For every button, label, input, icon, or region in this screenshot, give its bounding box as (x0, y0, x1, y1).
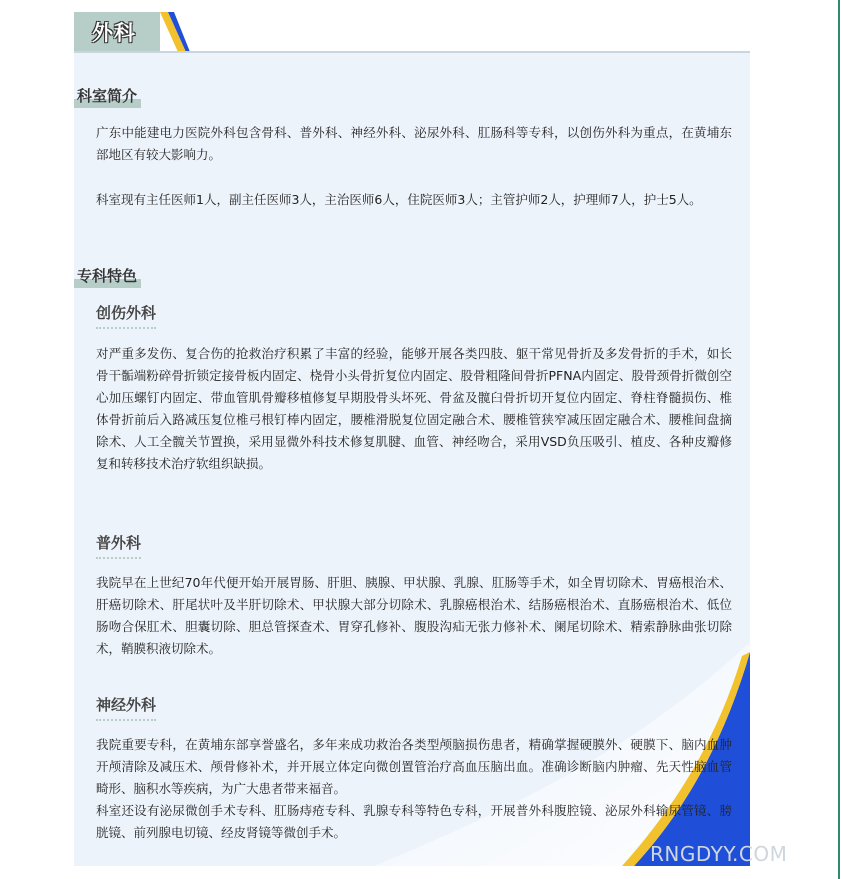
subsection-title-neurosurgery: 神经外科 (96, 694, 156, 715)
intro-paragraph-2: 科室现有主任医师1人，副主任医师3人，主治医师6人，住院医师3人；主管护师2人，护理师7人，护士5人。 (96, 192, 702, 207)
neurosurgery-paragraph: 我院重要专科，在黄埔东部享誉盛名，多年来成功救治各类型颅脑损伤患者，精确掌握硬膜外、硬膜下、脑内血肿开颅清除及减压术、颅骨修补术，并开展立体定向微创置管治疗高血压脑出血。准确诊断脑内肿瘤、先天性脑血管畸形、脑积水等疾病，为广大患者带来福音。 (96, 737, 732, 796)
intro-paragraph-1: 广东中能建电力医院外科包含骨科、普外科、神经外科、泌尿外科、肛肠科等专科，以创伤外科为重点，在黄埔东部地区有较大影响力。 (96, 125, 732, 162)
site-watermark: RNGDYY.COM (650, 842, 788, 866)
header-divider (74, 51, 750, 53)
page-title: 外科 (92, 21, 136, 45)
subsection-title-general-surgery: 普外科 (96, 532, 141, 553)
section-title-features: 专科特色 (77, 265, 137, 286)
right-border-rule (838, 0, 840, 879)
general-surgery-paragraph: 我院早在上世纪70年代便开始开展胃肠、肝胆、胰腺、甲状腺、乳腺、肛肠等手术，如全胃切除术、胃癌根治术、肝癌切除术、肝尾状叶及半肝切除术、甲状腺大部分切除术、乳腺癌根治术、结肠癌根治术、直肠癌根治术、低位肠吻合保肛术、胆囊切除、胆总管探查术、胃穿孔修补、腹股沟疝无张力修补术、阑尾切除术、精索静脉曲张切除术，鞘膜积液切除术。 (96, 575, 732, 656)
trauma-paragraph: 对严重多发伤、复合伤的抢救治疗积累了丰富的经验，能够开展各类四肢、躯干常见骨折及多发骨折的手术，如长骨干骺端粉碎骨折锁定接骨板内固定、桡骨小头骨折复位内固定、股骨粗隆间骨折PFNA内固定、股骨颈骨折微创空心加压螺钉内固定、带血管肌骨瓣移植修复早期股骨头坏死、骨盆及髋臼骨折切开复位内固定、脊柱脊髓损伤、椎体骨折前后入路减压复位椎弓根钉棒内固定，腰椎滑脱复位固定融合术、腰椎管狭窄减压固定融合术、腰椎间盘摘除术、人工全髋关节置换，采用显微外科技术修复肌腱、血管、神经吻合，采用VSD负压吸引、植皮、各种皮瓣修复和转移技术治疗软组织缺损。 (96, 346, 732, 471)
section-title-intro: 科室简介 (77, 85, 137, 106)
header-stripe-decoration (156, 12, 190, 52)
subsection-title-trauma: 创伤外科 (96, 302, 156, 323)
specialty-clinics-paragraph: 科室还设有泌尿微创手术专科、肛肠痔疮专科、乳腺专科等特色专科，开展普外科腹腔镜、泌尿外科输尿管镜、膀胱镜、前列腺电切镜、经皮肾镜等微创手术。 (96, 803, 732, 840)
